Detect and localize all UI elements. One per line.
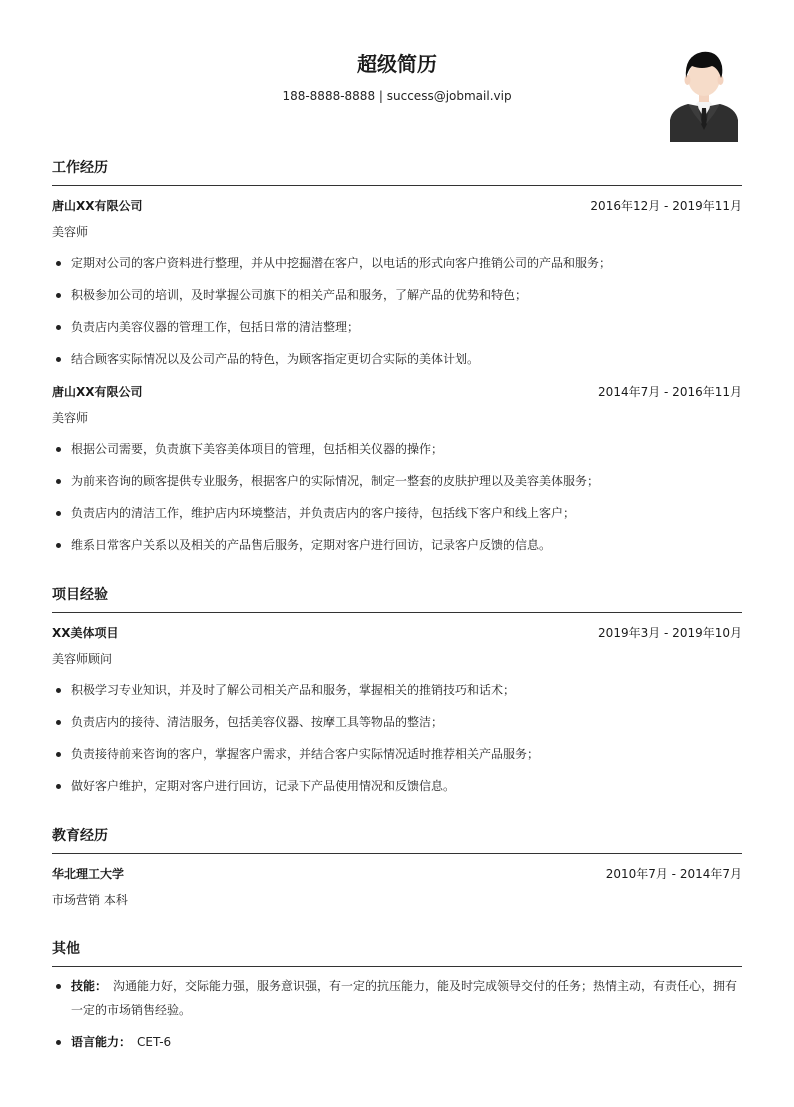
list-item: 根据公司需要，负责旗下美容美体项目的管理，包括相关仪器的操作； (52, 437, 742, 461)
section-divider (52, 185, 742, 186)
list-item: 结合顾客实际情况以及公司产品的特色，为顾客指定更切合实际的美体计划。 (52, 347, 742, 371)
contact-info: 188-8888-8888 | success@jobmail.vip (282, 89, 512, 103)
list-item: 定期对公司的客户资料进行整理，并从中挖掘潜在客户，以电话的形式向客户推销公司的产品和服务； (52, 251, 742, 275)
entry-organization: XX美体项目 (52, 626, 119, 640)
section-project (52, 585, 742, 605)
section-divider (52, 612, 742, 613)
language-text: CET-6 (137, 1035, 172, 1049)
entry-date: 2014年7月 - 2016年11月 (598, 385, 742, 399)
resume-name: 超级简历 (357, 52, 437, 76)
entry-role: 美容师顾问 (52, 652, 113, 666)
entry-organization: 华北理工大学 (52, 867, 125, 881)
section-title-other: 其他 (52, 941, 80, 957)
section-education (52, 826, 742, 846)
entry-header (52, 865, 742, 883)
list-item: 为前来咨询的顾客提供专业服务，根据客户的实际情况，制定一整套的皮肤护理以及美容美体服务； (52, 469, 742, 493)
list-item: 维系日常客户关系以及相关的产品售后服务，定期对客户进行回访，记录客户反馈的信息。 (52, 533, 742, 557)
list-item (52, 974, 742, 998)
entry-organization: 唐山XX有限公司 (52, 199, 143, 213)
list-item: 负责店内的接待、清洁服务，包括美容仪器、按摩工具等物品的整洁； (52, 710, 742, 734)
section-divider (52, 966, 742, 967)
entry-date: 2016年12月 - 2019年11月 (590, 199, 742, 213)
entry-header (52, 197, 742, 215)
section-title-work: 工作经历 (52, 160, 108, 176)
list-item: 做好客户维护，定期对客户进行回访，记录下产品使用情况和反馈信息。 (52, 774, 742, 798)
entry-header (52, 624, 742, 642)
list-item: 负责店内美容仪器的管理工作，包括日常的清洁整理； (52, 315, 742, 339)
section-other (52, 939, 742, 959)
entry-role: 美容师 (52, 225, 89, 239)
section-title-education: 教育经历 (52, 828, 108, 844)
avatar (668, 44, 740, 142)
entry-date: 2019年3月 - 2019年10月 (598, 626, 742, 640)
resume-header (0, 0, 794, 150)
entry-role: 美容师 (52, 411, 89, 425)
section-work (52, 158, 742, 178)
list-item: 负责接待前来咨询的客户，掌握客户需求，并结合客户实际情况适时推荐相关产品服务； (52, 742, 742, 766)
entry-date: 2010年7月 - 2014年7月 (605, 867, 742, 881)
section-title-project: 项目经验 (52, 587, 108, 603)
entry-header (52, 383, 742, 401)
skill-text: 沟通能力好，交际能力强，服务意识强，有一定的抗压能力，能及时完成领导交付的任务；热情主动，有责任心，拥有 (113, 979, 738, 993)
skill-text-continued: 一定的市场销售经验。 (71, 1003, 192, 1017)
entry-major: 市场营销 本科 (52, 893, 128, 907)
list-item: 负责店内的清洁工作，维护店内环境整洁，并负责店内的客户接待，包括线下客户和线上客户； (52, 501, 742, 525)
skill-label: 技能： (71, 979, 108, 993)
section-divider (52, 853, 742, 854)
language-label: 语言能力： (71, 1035, 132, 1049)
entry-organization: 唐山XX有限公司 (52, 385, 143, 399)
list-item (52, 1030, 742, 1054)
list-item: 积极参加公司的培训，及时掌握公司旗下的相关产品和服务，了解产品的优势和特色； (52, 283, 742, 307)
list-item: 积极学习专业知识，并及时了解公司相关产品和服务，掌握相关的推销技巧和话术； (52, 678, 742, 702)
